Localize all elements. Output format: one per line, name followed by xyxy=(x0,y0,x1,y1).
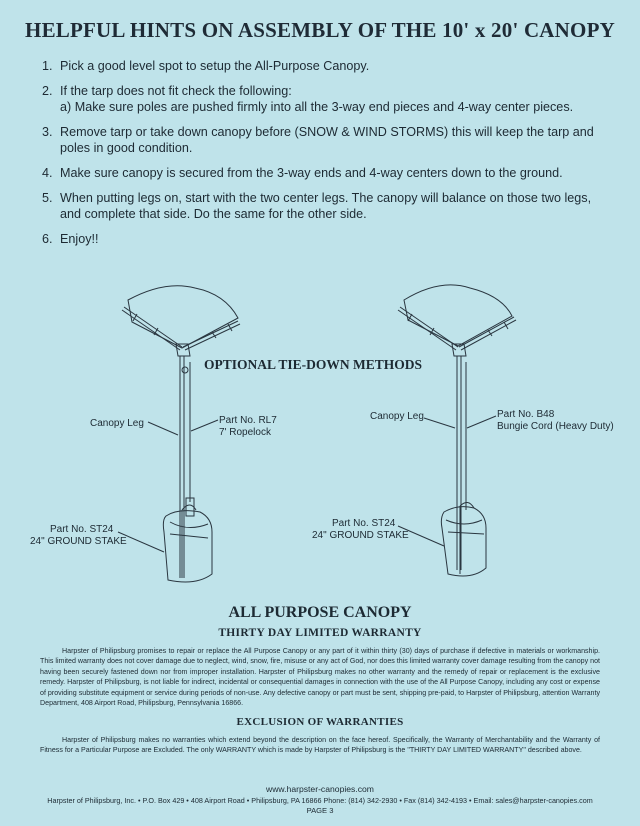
footer-address: Harpster of Philipsburg, Inc. • P.O. Box 429 • 408 Airport Road • Philipsburg, PA 16866 Phone: (814) 342-2930 • Fax (814) 342-4193 • Email: sales@harpster-canopies.com xyxy=(47,796,593,805)
exclusion-heading: EXCLUSION OF WARRANTIES xyxy=(236,716,404,728)
right-stake-label: Part No. ST24 xyxy=(332,518,396,529)
left-tarp-outline xyxy=(128,286,238,348)
right-pole-right xyxy=(461,320,516,350)
step-item xyxy=(42,165,602,181)
left-stake-label: Part No. ST24 xyxy=(50,524,114,535)
right-part-desc: Bungie Cord (Heavy Duty) xyxy=(497,421,614,432)
page-number: PAGE 3 xyxy=(306,806,334,815)
step-item xyxy=(42,83,602,115)
left-pole-right xyxy=(185,324,240,350)
step-text-group xyxy=(60,83,602,115)
right-leg-pointer xyxy=(424,418,455,428)
step-item xyxy=(42,124,602,156)
right-part-pointer xyxy=(467,416,496,428)
step-number: 2. xyxy=(42,84,53,98)
step-text: Remove tarp or take down canopy before (SNOW & WIND STORMS) this will keep the tarp and poles in good condition. xyxy=(60,125,594,155)
left-leg-base xyxy=(163,511,212,582)
right-pole-left xyxy=(398,310,456,350)
left-part-desc: 7' Ropelock xyxy=(219,427,271,438)
step-number: 3. xyxy=(42,125,53,139)
step-item xyxy=(42,231,602,247)
canopy-heading: ALL PURPOSE CANOPY xyxy=(228,604,412,621)
left-part-pointer xyxy=(191,420,218,431)
right-leg-label: Canopy Leg xyxy=(370,411,424,422)
page-title: HELPFUL HINTS ON ASSEMBLY OF THE 10' x 20' CANOPY xyxy=(25,18,615,42)
tie-down-diagram xyxy=(0,270,640,600)
step-text: Enjoy!! xyxy=(60,232,99,246)
right-leg-base xyxy=(441,507,486,576)
left-leg-pointer xyxy=(148,422,178,435)
tie-down-methods-heading: OPTIONAL TIE-DOWN METHODS xyxy=(204,357,423,372)
right-tarp-outline xyxy=(404,285,512,346)
right-part-label: Part No. B48 xyxy=(497,409,555,420)
exclusion-text: Harpster of Philipsburg makes no warranties which extend beyond the description on the face hereof. Specifically, the Warranty of Merchantability and the Warranty of Fitness for a Particular Purpose are Excluded. The only WARRANTY which is made by Harpster of Philipsburg is the "THIRTY DAY LIMITED WARRANTY" described above. xyxy=(40,736,600,755)
step-item xyxy=(42,190,602,222)
warranty-heading: THIRTY DAY LIMITED WARRANTY xyxy=(218,627,422,639)
step-subtext: a) Make sure poles are pushed firmly into all the 3-way end pieces and 4-way center pieces. xyxy=(60,100,574,114)
footer-website: www.harpster-canopies.com xyxy=(266,784,374,794)
step-number: 5. xyxy=(42,191,53,205)
step-text: If the tarp does not fit check the following: xyxy=(60,84,292,98)
step-number: 1. xyxy=(42,59,53,73)
step-number: 4. xyxy=(42,166,53,180)
left-leg-label: Canopy Leg xyxy=(90,418,144,429)
step-item xyxy=(42,58,602,74)
assembly-steps-list xyxy=(42,58,602,256)
step-text: Pick a good level spot to setup the All-Purpose Canopy. xyxy=(60,59,370,73)
warranty-text: Harpster of Philipsburg promises to repair or replace the All Purpose Canopy or any part of it within thirty (30) days of purchase if defective in materials or workmanship. This limited warranty does not cover damage due to neglect, wind, snow, fire, misuse or any act of God, nor does this limited warranty cover damage resulting from the canopy not having been securely fastened down nor from improper installation. Harpster of Philipsburg makes no other warranty and the remedy of repair or replacement is the exclusive remedy. Harpster of Philipsburg, is not liable for indirect, incidental or consequential damages in connection with the use of the All Purpose Canopy, including any cost or expense of providing substitute equipment or service during periods of non-use. Any defective canopy or part must be sent, shipping pre-paid, to Harpster of Philipsburg, attention Warranty Department, 408 Airport Road, Philipsburg, Pennsylvania 16866. xyxy=(40,647,600,708)
step-text: Make sure canopy is secured from the 3-way ends and 4-way centers down to the ground. xyxy=(60,166,563,180)
step-number: 6. xyxy=(42,232,53,246)
right-stake-desc: 24" GROUND STAKE xyxy=(312,530,409,541)
step-text: When putting legs on, start with the two center legs. The canopy will balance on those two legs, and complete that side. Do the same for the other side. xyxy=(60,191,592,221)
left-stake-desc: 24" GROUND STAKE xyxy=(30,536,127,547)
left-pole-left xyxy=(122,310,180,350)
left-part-label: Part No. RL7 xyxy=(219,415,277,426)
